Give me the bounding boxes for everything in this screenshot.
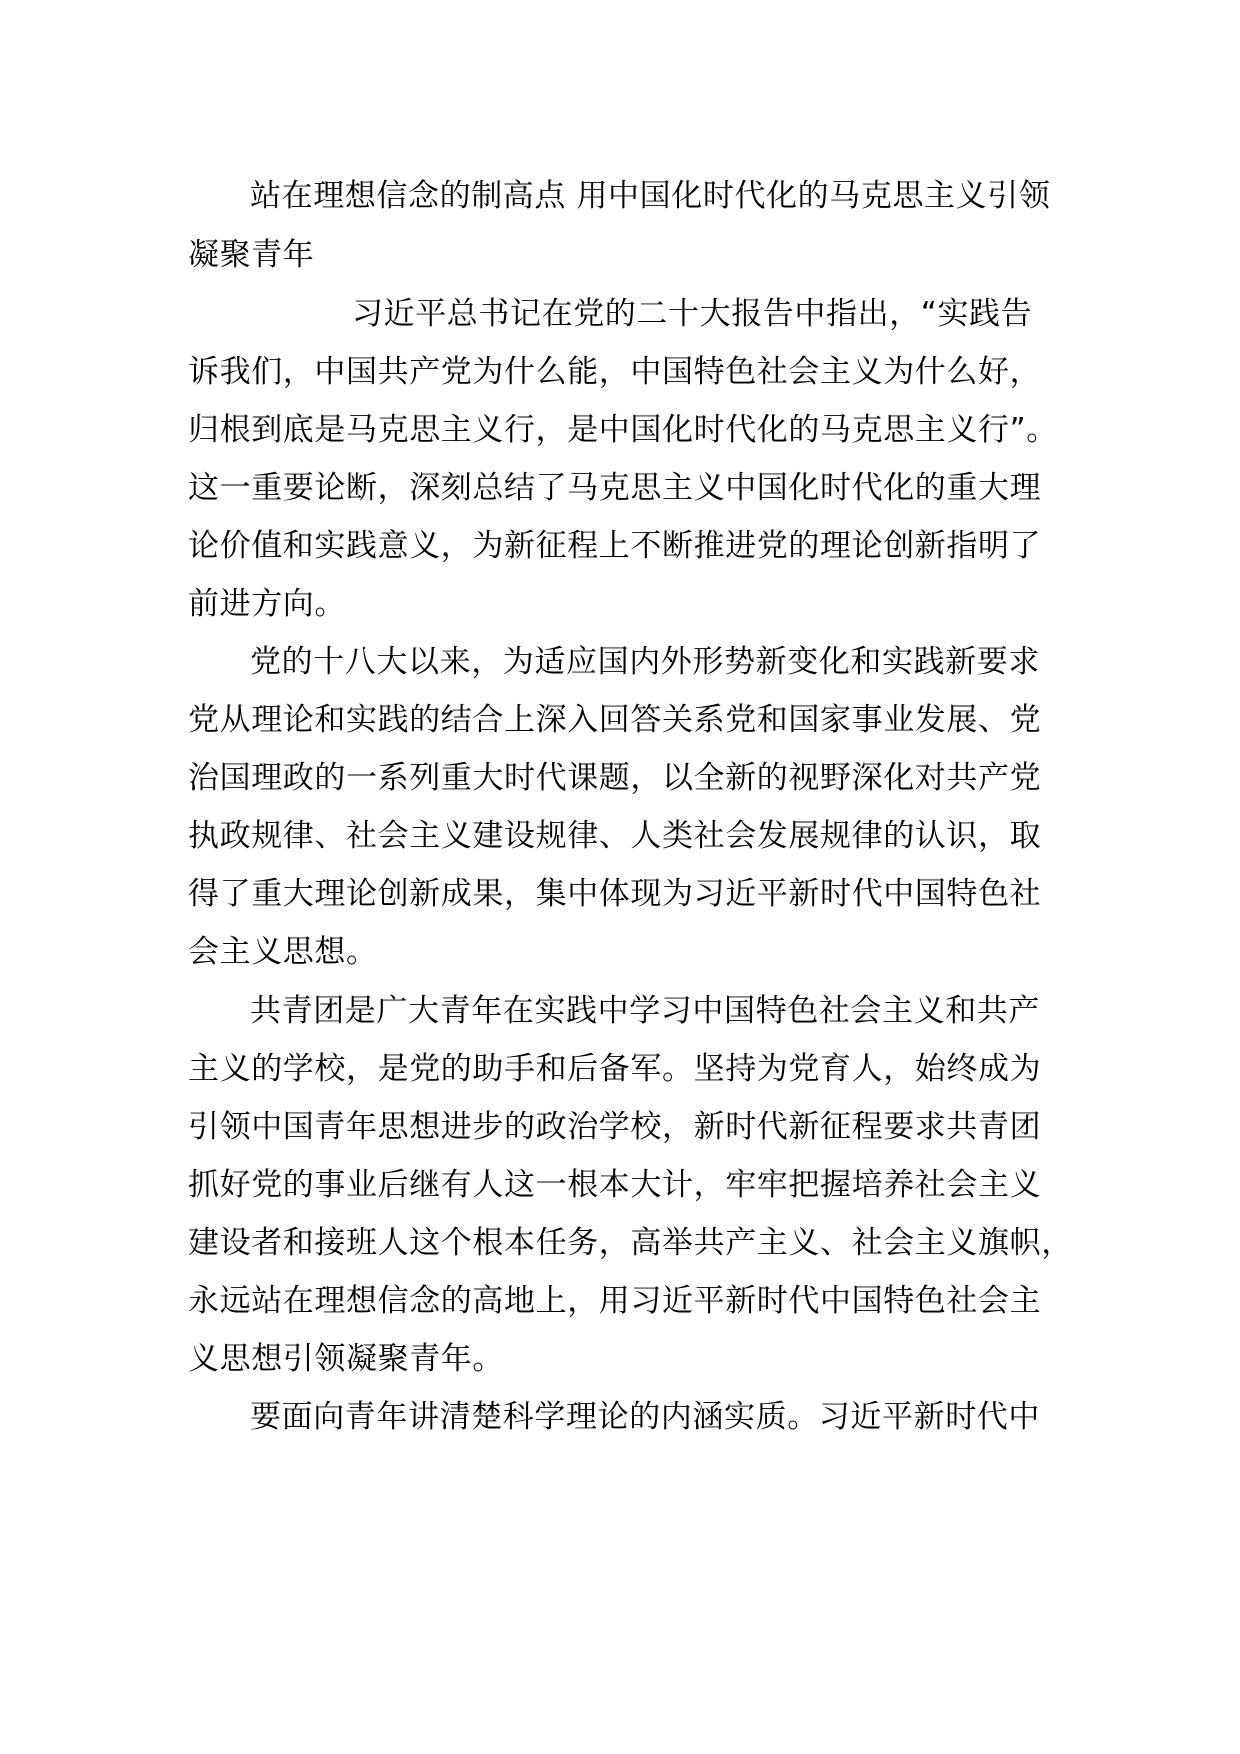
paragraph-1-line-1: 习近平总书记在党的二十大报告中指出，“实践告 (352, 296, 1033, 332)
paragraph-2-line-3: 治国理政的一系列重大时代课题，以全新的视野深化对共产党 (188, 760, 1042, 796)
paragraph-3-line-4: 抓好党的事业后继有人这一根本大计，牢牢把握培养社会主义 (188, 1167, 1042, 1203)
paragraph-3-line-3: 引领中国青年思想进步的政治学校，新时代新征程要求共青团 (188, 1109, 1042, 1145)
paragraph-1-line-2: 诉我们，中国共产党为什么能，中国特色社会主义为什么好， (188, 354, 1042, 390)
paragraph-2-line-1: 党的十八大以来，为适应国内外形势新变化和实践新要求 (250, 644, 1040, 680)
paragraph-4-line-1: 要面向青年讲清楚科学理论的内涵实质。习近平新时代中 (250, 1399, 1040, 1435)
paragraph-3-line-7: 义思想引领凝聚青年。 (188, 1341, 504, 1377)
paragraph-1-line-3: 归根到底是马克思主义行，是中国化时代化的马克思主义行”。 (188, 412, 1058, 448)
paragraph-2-line-6: 会主义思想。 (188, 934, 378, 970)
paragraph-2-line-2: 党从理论和实践的结合上深入回答关系党和国家事业发展、党 (188, 702, 1042, 738)
paragraph-3-line-6: 永远站在理想信念的高地上，用习近平新时代中国特色社会主 (188, 1283, 1042, 1319)
paragraph-3-line-5: 建设者和接班人这个根本任务，高举共产主义、社会主义旗帜， (188, 1225, 1073, 1261)
paragraph-1-line-4: 这一重要论断，深刻总结了马克思主义中国化时代化的重大理 (188, 470, 1042, 506)
title-line-2: 凝聚青年 (188, 237, 315, 273)
paragraph-1-line-5: 论价值和实践意义，为新征程上不断推进党的理论创新指明了 (188, 528, 1042, 564)
paragraph-3-line-1: 共青团是广大青年在实践中学习中国特色社会主义和共产 (250, 993, 1040, 1029)
paragraph-3-line-2: 主义的学校，是党的助手和后备军。坚持为党育人，始终成为 (188, 1051, 1042, 1087)
title-line-1: 站在理想信念的制高点 用中国化时代化的马克思主义引领 (250, 178, 1051, 214)
paragraph-2-line-5: 得了重大理论创新成果，集中体现为习近平新时代中国特色社 (188, 876, 1042, 912)
paragraph-2-line-4: 执政规律、社会主义建设规律、人类社会发展规律的认识，取 (188, 818, 1042, 854)
paragraph-1-line-6: 前进方向。 (188, 586, 346, 622)
